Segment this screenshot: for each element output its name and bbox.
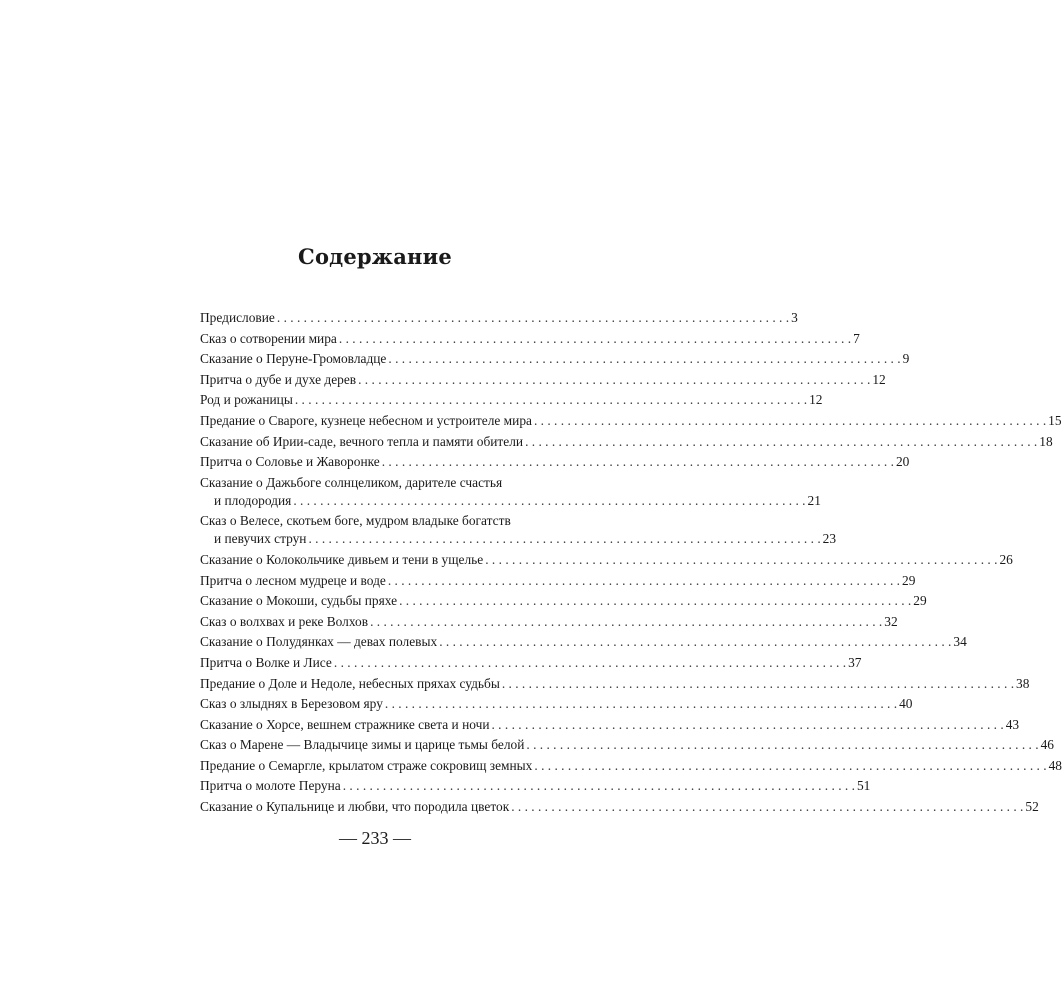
toc-entry [200, 453, 910, 471]
toc-entry-title: Притча о лесном мудреце и воде [200, 572, 386, 588]
toc-entry-title: Сказание о Колокольчике дивьем и тени в ущелье [200, 551, 484, 567]
toc-entry-page: 51 [856, 778, 871, 794]
toc-entry-row [200, 654, 862, 672]
dot-leader [525, 433, 1037, 451]
toc-entry-title: Сказание о Хорсе, вешнем стражнике света и ночи [200, 716, 490, 732]
toc-entry-row [200, 695, 913, 713]
toc-entry-page: 3 [791, 310, 798, 325]
dot-leader [502, 675, 1014, 693]
toc-entry-title: Притча о Волке и Лисе [200, 654, 332, 670]
toc-entry [200, 592, 927, 610]
toc-entry [200, 695, 913, 713]
toc-entry-title: Притча о дубе и духе дерев [200, 371, 357, 387]
toc-entry-title-line: Сказание о Дажьбоге солнцеликом, дарителе счастья [200, 474, 503, 490]
toc-entry-page: 12 [872, 371, 886, 387]
toc-entry [200, 757, 1062, 775]
toc-entry-page: 29 [902, 572, 916, 588]
dot-leader [295, 391, 807, 409]
toc-entry-row [200, 592, 927, 610]
toc-entry-row [200, 633, 967, 651]
toc-entry-row [200, 350, 910, 368]
toc-entry [200, 412, 1062, 430]
dot-leader [334, 654, 846, 672]
toc-entry-title: Сказ о Марене — Владычице зимы и царице тьмы белой [200, 737, 525, 753]
toc-entry-title: и плодородия [214, 492, 292, 508]
toc-entry-page: 29 [913, 593, 927, 609]
dot-leader [388, 350, 900, 368]
dot-leader [277, 309, 789, 327]
toc-entry-title: Сказ о сотворении мира [200, 330, 337, 346]
toc-entry-title: Предание о Свароге, кузнеце небесном и устроителе мира [200, 412, 532, 428]
dot-leader [293, 492, 805, 510]
toc-entry [200, 613, 898, 631]
dot-leader [370, 613, 882, 631]
toc-entry-title: Предание о Семаргле, крылатом страже сокровищ земных [200, 757, 533, 773]
table-of-contents [200, 309, 1062, 819]
page-number: — 233 — [339, 828, 411, 848]
toc-entry-title: Предисловие [200, 310, 275, 325]
toc-entry [200, 350, 910, 368]
toc-entry-title: Сказание о Полудянках — девах полевых [200, 634, 438, 650]
toc-entry-title: Сказание о Мокоши, судьбы пряхе [200, 593, 398, 609]
dot-leader [308, 530, 820, 548]
toc-entry-page: 38 [1016, 675, 1030, 691]
toc-entry [200, 736, 1054, 754]
toc-entry-title: Сказание о Купальнице и любви, что породила цветок [200, 799, 510, 815]
toc-entry-row [200, 572, 916, 590]
toc-entry-page: 34 [953, 634, 967, 650]
toc-entry-page: 48 [1048, 757, 1062, 773]
toc-entry-row [200, 391, 823, 409]
toc-entry-row [200, 492, 821, 510]
toc-entry-title: Притча о Соловье и Жаворонке [200, 454, 380, 470]
toc-entry-page: 12 [809, 392, 823, 408]
dot-leader [439, 633, 951, 651]
dot-leader [534, 757, 1046, 775]
dot-leader [511, 798, 1023, 816]
dot-leader [526, 736, 1038, 754]
toc-entry [200, 309, 798, 327]
toc-entry [200, 371, 886, 389]
dot-leader [385, 695, 897, 713]
toc-entry-row [200, 757, 1062, 775]
toc-entry [200, 551, 1013, 569]
toc-entry-page: 46 [1040, 737, 1054, 753]
toc-entry-page: 52 [1025, 799, 1039, 815]
toc-entry-title: Род и рожаницы [200, 392, 293, 408]
toc-entry [200, 391, 823, 409]
toc-entry-title: Притча о молоте Перуна [200, 778, 341, 794]
toc-entry [200, 330, 860, 348]
toc-entry-title: Сказ о волхвах и реке Волхов [200, 613, 369, 629]
toc-entry [200, 512, 837, 548]
dot-leader [382, 453, 894, 471]
toc-entry-page: 37 [848, 654, 862, 670]
toc-entry [200, 675, 1030, 693]
dot-leader [388, 572, 900, 590]
toc-entry-row [200, 433, 1053, 451]
dot-leader [358, 371, 870, 389]
toc-entry-row [200, 330, 860, 348]
toc-entry-title: Сказание об Ирии-саде, вечного тепла и памяти обители [200, 433, 524, 449]
toc-entry-row [200, 309, 798, 327]
toc-entry [200, 777, 871, 795]
dot-leader [343, 777, 855, 795]
toc-entry-row [200, 716, 1020, 734]
toc-entry [200, 474, 821, 510]
toc-entry-title: Сказ о злыднях в Березовом яру [200, 696, 383, 712]
dot-leader [534, 412, 1046, 430]
toc-entry-page: 23 [822, 531, 837, 547]
toc-entry-page: 18 [1039, 433, 1053, 449]
dot-leader [485, 551, 997, 569]
toc-entry-page: 43 [1005, 716, 1020, 732]
page-title: Содержание [298, 244, 452, 269]
toc-entry-row [200, 453, 910, 471]
toc-entry-row [200, 736, 1054, 754]
toc-entry-row [200, 613, 898, 631]
toc-entry-page: 26 [999, 551, 1013, 567]
toc-entry-row [200, 675, 1030, 693]
toc-entry-page: 21 [807, 492, 821, 508]
toc-entry-row [200, 371, 886, 389]
toc-entry [200, 716, 1020, 734]
toc-entry [200, 633, 967, 651]
toc-entry-title: Предание о Доле и Недоле, небесных пряхах судьбы [200, 675, 500, 691]
toc-entry-title-line: Сказ о Велесе, скотьем боге, мудром владыке богатств [200, 513, 511, 529]
toc-entry-row [200, 530, 837, 548]
toc-entry-page: 7 [853, 330, 860, 346]
toc-entry-page: 20 [895, 454, 910, 470]
toc-entry-row [200, 412, 1062, 430]
dot-leader [491, 716, 1003, 734]
toc-entry-title: Сказание о Перуне-Громовладце [200, 351, 387, 367]
toc-entry [200, 798, 1039, 816]
toc-entry-page: 40 [899, 696, 913, 712]
toc-entry-title: и певучих струн [214, 531, 307, 547]
toc-entry-page: 15 [1048, 412, 1062, 428]
toc-entry [200, 572, 916, 590]
toc-entry-row [200, 798, 1039, 816]
toc-entry [200, 433, 1053, 451]
dot-leader [399, 592, 911, 610]
toc-entry [200, 654, 862, 672]
toc-entry-page: 9 [902, 351, 910, 367]
toc-entry-page: 32 [884, 613, 898, 629]
toc-entry-row [200, 777, 871, 795]
dot-leader [339, 330, 851, 348]
toc-entry-row [200, 551, 1013, 569]
